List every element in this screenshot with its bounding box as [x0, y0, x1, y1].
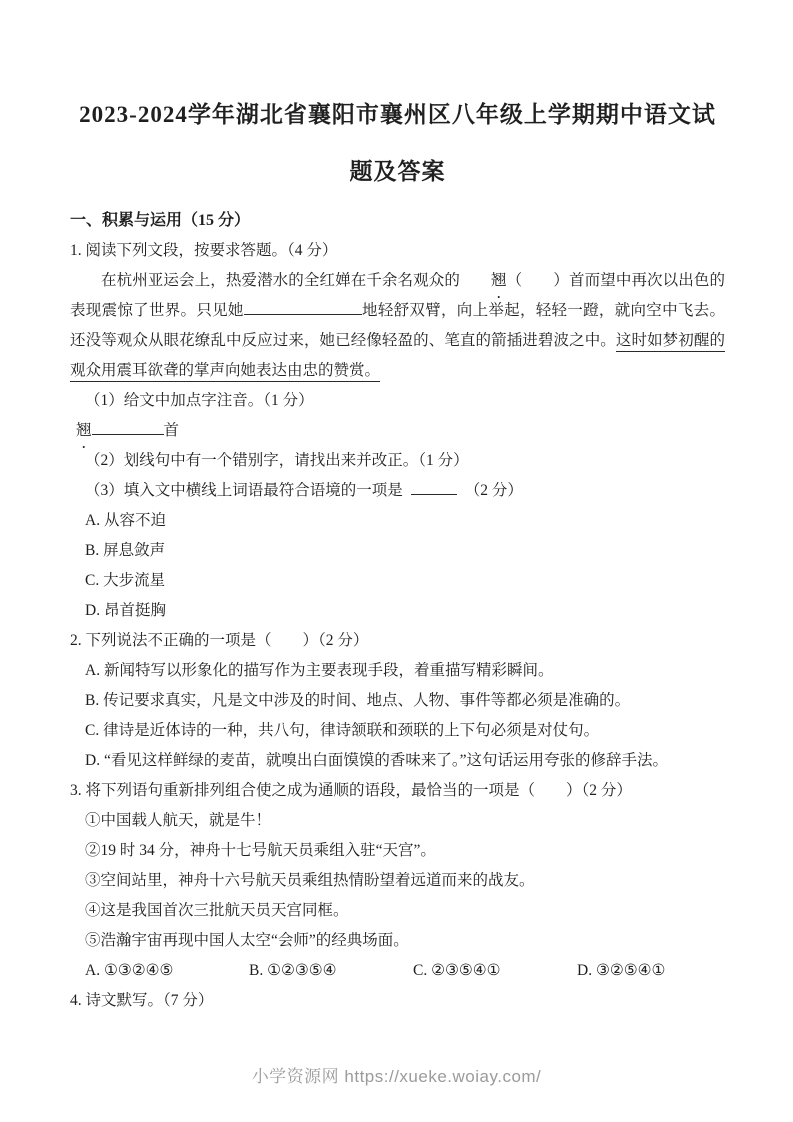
- question-1-sub-1-stem: （1）给文中加点字注音。（1 分）: [85, 392, 314, 409]
- exam-title: 2023-2024学年湖北省襄阳市襄州区八年级上学期期中语文试题及答案: [79, 102, 716, 184]
- pinyin-blank: [92, 418, 164, 435]
- dotted-character-repeat: 翘: [76, 422, 92, 439]
- choice-answer-blank: [411, 478, 457, 495]
- q2-option-b: B. 传记要求真实，凡是文中涉及的时间、地点、人物、事件等都必须是准确的。: [85, 692, 631, 709]
- q3-sentence-3: ③空间站里，神舟十六号航天员乘组热情盼望着远道而来的战友。: [85, 872, 535, 889]
- passage-fill-in-blank: [244, 298, 362, 315]
- sub-3-stem-text: （3）填入文中横线上词语最符合语境的一项是: [85, 482, 403, 499]
- q3-option-a: A. ①③②④⑤: [85, 962, 174, 979]
- q2-option-d: D. “看见这样鲜绿的麦苗，就嗅出白面馍馍的香味来了。”这句话运用夸张的修辞手法。: [85, 752, 668, 769]
- q3-sentence-5: ⑤浩瀚宇宙再现中国人太空“会师”的经典场面。: [85, 932, 409, 949]
- site-watermark: 小学资源网 https://xueke.woiay.com/: [251, 1067, 542, 1086]
- q3-option-c: C. ②③⑤④①: [413, 962, 501, 979]
- q3-sentence-1: ①中国载人航天，就是牛！: [85, 812, 272, 829]
- underlined-sentence: 这时如梦初醒的观众用震耳欲聋的掌声向她表达由忠的赞赏。: [70, 332, 725, 382]
- pinyin-answer-line: [70, 416, 725, 446]
- pinyin-char-after: 首: [163, 422, 180, 439]
- question-1-sub-2-stem: （2）划线句中有一个错别字，请找出来并改正。（1 分）: [85, 452, 469, 469]
- q3-option-b: B. ①②③⑤④: [249, 962, 337, 979]
- section-1-heading: 一、积累与运用（15 分）: [70, 212, 251, 229]
- question-1-sub-3-stem: [70, 476, 725, 506]
- q3-sentence-4: ④这是我国首次三批航天员天宫同框。: [85, 902, 349, 919]
- q3-option-d: D. ③②⑤④①: [577, 962, 666, 979]
- q3-options-row: [70, 956, 725, 986]
- passage-text-1: 在杭州亚运会上，热爱潜水的全红婵在千余名观众的: [101, 272, 460, 289]
- dotted-character: 翘: [490, 272, 507, 289]
- question-4-stem: 4. 诗文默写。（7 分）: [70, 992, 214, 1009]
- q2-option-c: C. 律诗是近体诗的一种，共八句，律诗颔联和颈联的上下句必须是对仗句。: [85, 722, 600, 739]
- q1-option-b: B. 屏息敛声: [85, 542, 166, 559]
- passage-text-3: 地轻舒双臂，向上举起，轻轻一蹬，就向空中飞去。还没等观众从眼花缭乱中反应过来，她已经像轻盈的、笔直的箭插进碧波之中。: [70, 302, 725, 349]
- q1-option-c: C. 大步流星: [85, 572, 166, 589]
- question-1-stem: 1. 阅读下列文段，按要求答题。（4 分）: [70, 242, 338, 259]
- question-1-passage: [70, 266, 725, 386]
- sub-3-points: （2 分）: [464, 482, 523, 499]
- question-3-stem: 3. 将下列语句重新排列组合使之成为通顺的语段，最恰当的一项是（ ）（2 分）: [70, 782, 632, 799]
- passage-text-2: （ ）首而望中再次以出色的表现震惊了世界。只见她: [70, 272, 725, 319]
- q1-option-a: A. 从容不迫: [85, 512, 166, 529]
- q3-sentence-2: ②19 时 34 分，神舟十七号航天员乘组入驻“天宫”。: [85, 842, 436, 859]
- q2-option-a: A. 新闻特写以形象化的描写作为主要表现手段，着重描写精彩瞬间。: [85, 662, 554, 679]
- q1-option-d: D. 昂首挺胸: [85, 602, 166, 619]
- question-2-stem: 2. 下列说法不正确的一项是（ ）（2 分）: [70, 632, 369, 649]
